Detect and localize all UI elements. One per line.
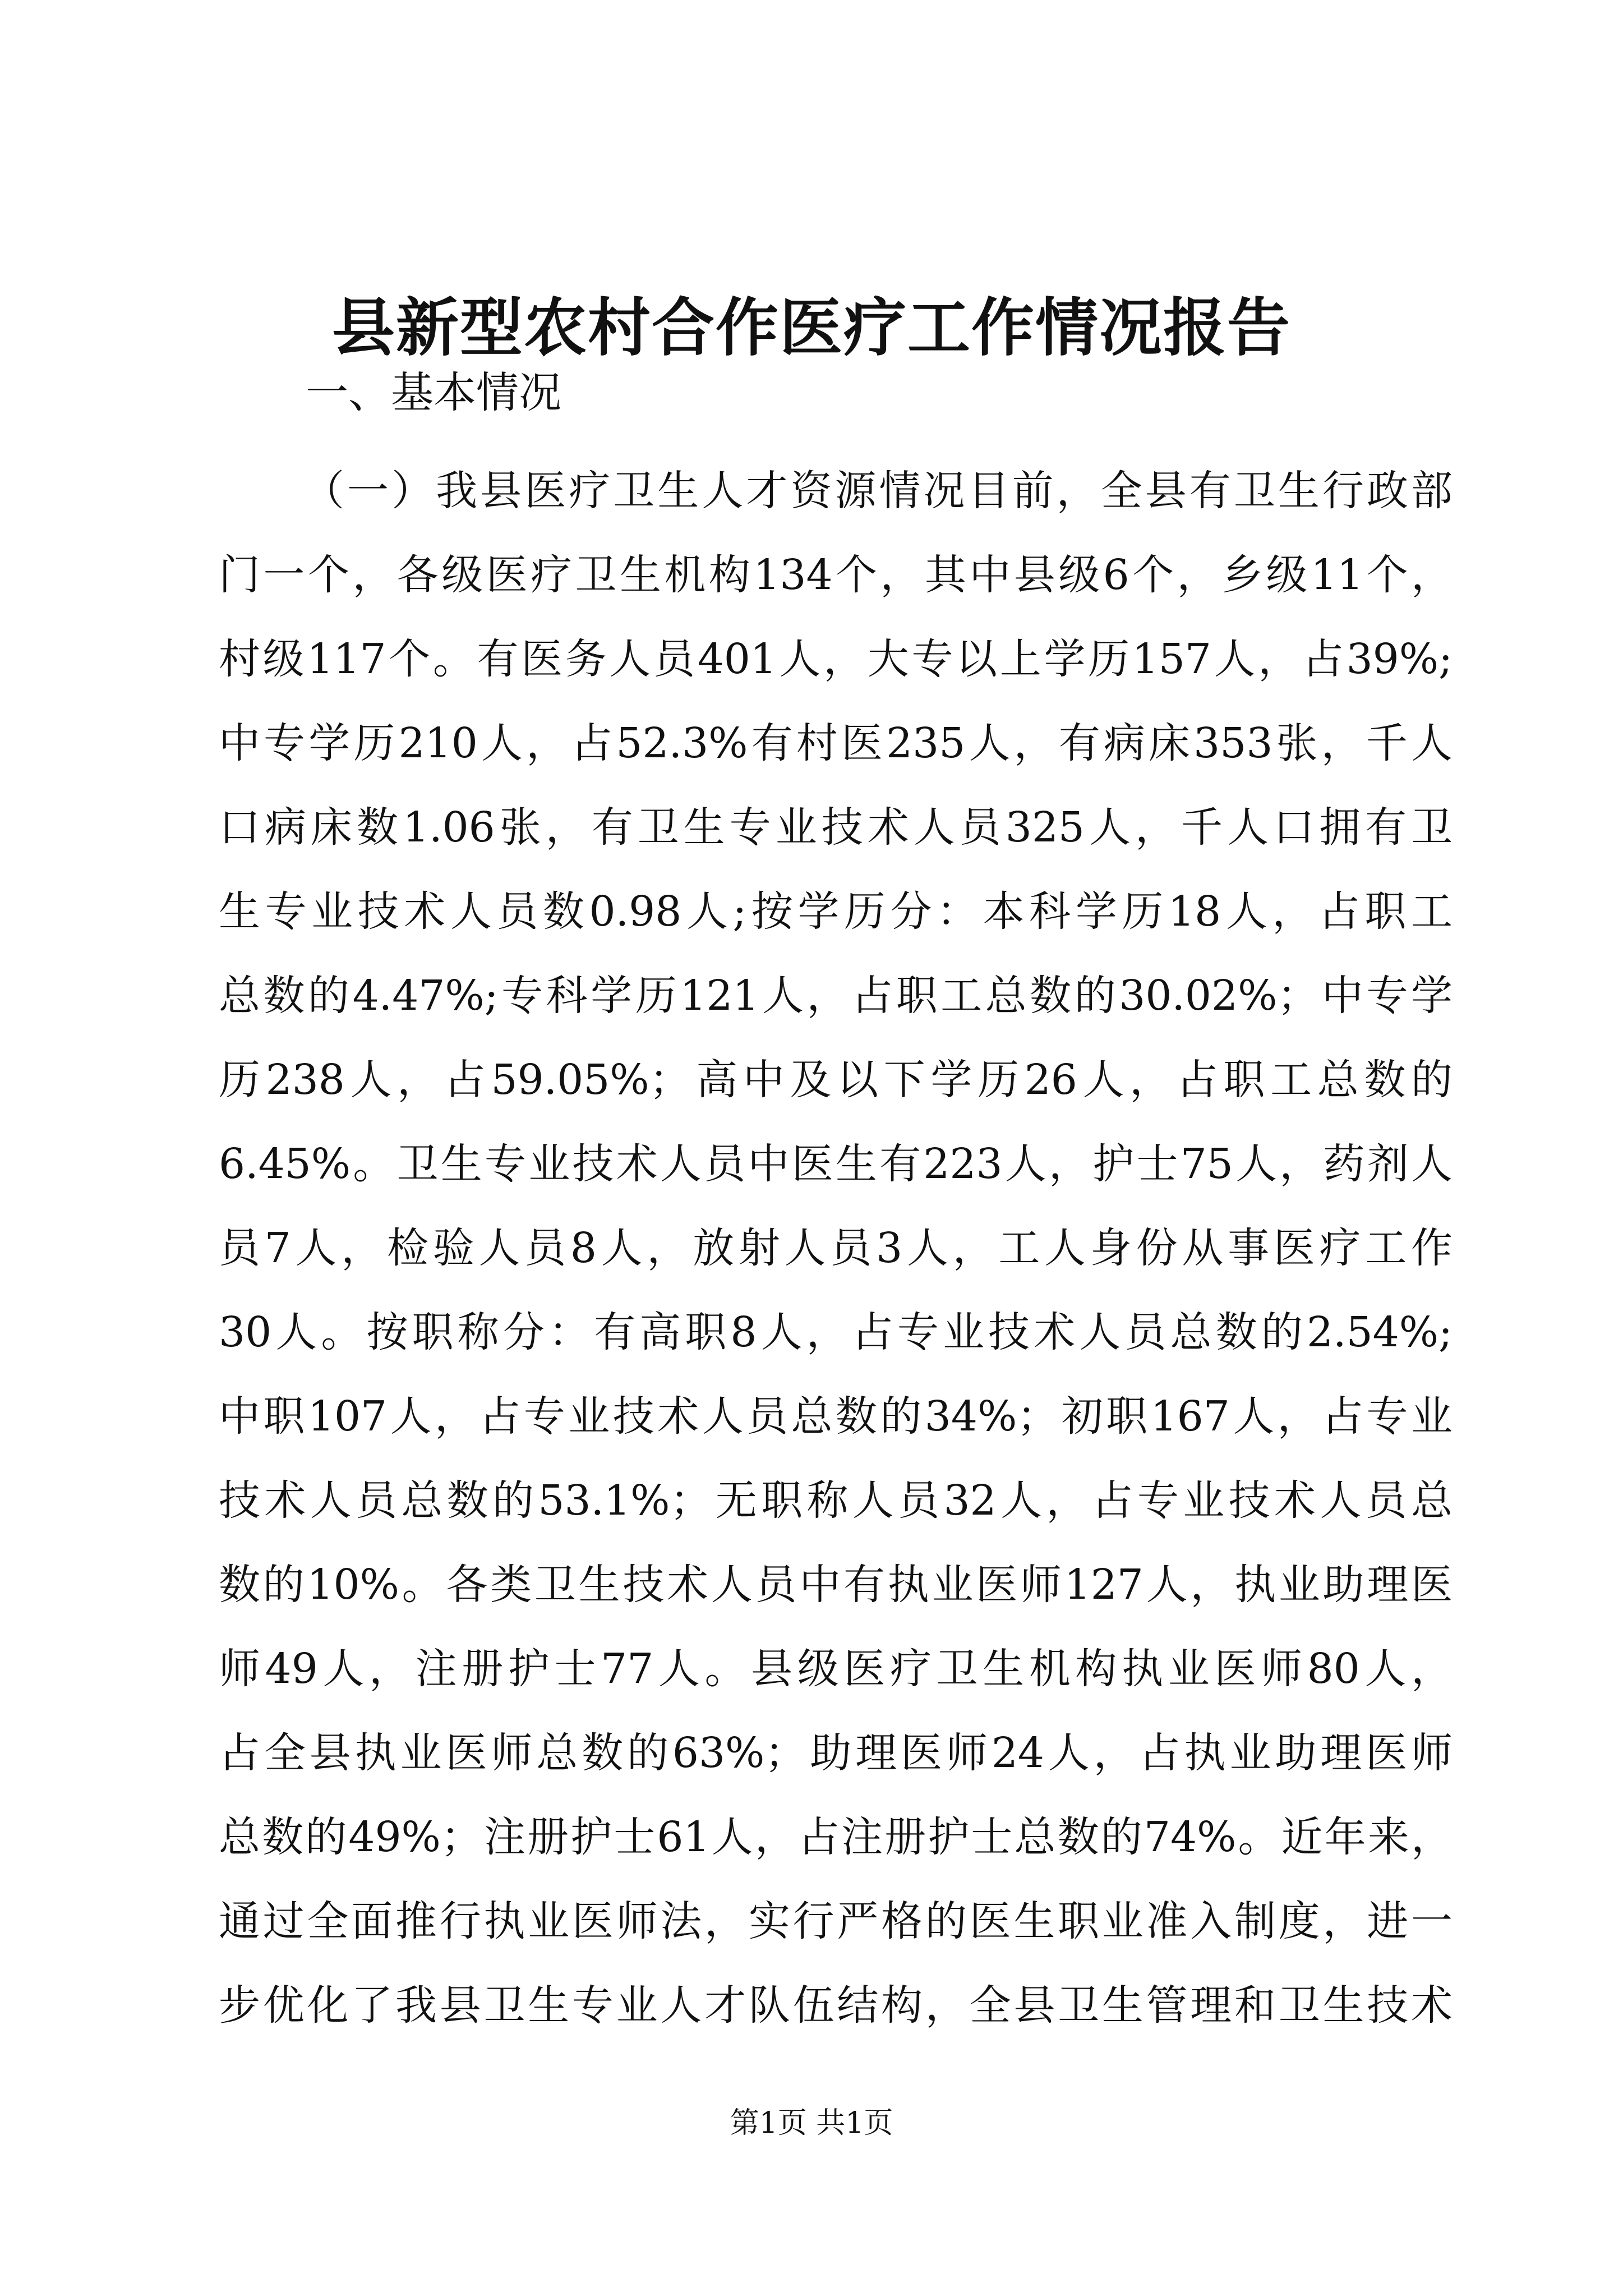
text-line: 历238人，占59.05%；高中及以下学历26人，占职工总数的: [219, 1056, 1453, 1104]
text-line: 师49人，注册护士77人。县级医疗卫生机构执业医师80人，: [219, 1645, 1453, 1693]
text-line: 员7人，检验人员8人，放射人员3人，工人身份从事医疗工作: [219, 1224, 1453, 1272]
section-heading: 一、基本情况: [306, 367, 561, 417]
text-line: 数的10%。各类卫生技术人员中有执业医师127人，执业助理医: [219, 1561, 1453, 1609]
document-title: 县新型农村合作医疗工作情况报告: [332, 291, 1291, 365]
text-line: 村级117个。有医务人员401人，大专以上学历157人，占39%;: [219, 635, 1453, 683]
text-line: 门一个，各级医疗卫生机构134个，其中县级6个，乡级11个，: [219, 551, 1453, 599]
text-line: 6.45%。卫生专业技术人员中医生有223人，护士75人，药剂人: [219, 1140, 1453, 1188]
text-line: 30人。按职称分：有高职8人，占专业技术人员总数的2.54%;: [219, 1308, 1453, 1356]
text-line: 总数的4.47%;专科学历121人，占职工总数的30.02%；中专学: [219, 972, 1453, 1020]
page-number-footer: 第1页 共1页: [730, 2106, 893, 2140]
text-line: 口病床数1.06张，有卫生专业技术人员325人，千人口拥有卫: [219, 803, 1453, 852]
text-line: 占全县执业医师总数的63%；助理医师24人，占执业助理医师: [219, 1729, 1453, 1777]
text-line: （一）我县医疗卫生人才资源情况目前，全县有卫生行政部: [303, 467, 1453, 515]
text-line: 中职107人，占专业技术人员总数的34%；初职167人，占专业: [219, 1392, 1453, 1441]
body-text: [219, 449, 1453, 2047]
text-line: 中专学历210人，占52.3%有村医235人，有病床353张，千人: [219, 719, 1453, 767]
text-line: 步优化了我县卫生专业人才队伍结构，全县卫生管理和卫生技术: [219, 1981, 1453, 2030]
text-line: 生专业技术人员数0.98人;按学历分：本科学历18人，占职工: [219, 887, 1453, 936]
text-line: 通过全面推行执业医师法，实行严格的医生职业准入制度，进一: [219, 1897, 1453, 1945]
text-line: 技术人员总数的53.1%；无职称人员32人，占专业技术人员总: [219, 1476, 1453, 1525]
text-line: 总数的49%；注册护士61人，占注册护士总数的74%。近年来，: [219, 1813, 1453, 1861]
